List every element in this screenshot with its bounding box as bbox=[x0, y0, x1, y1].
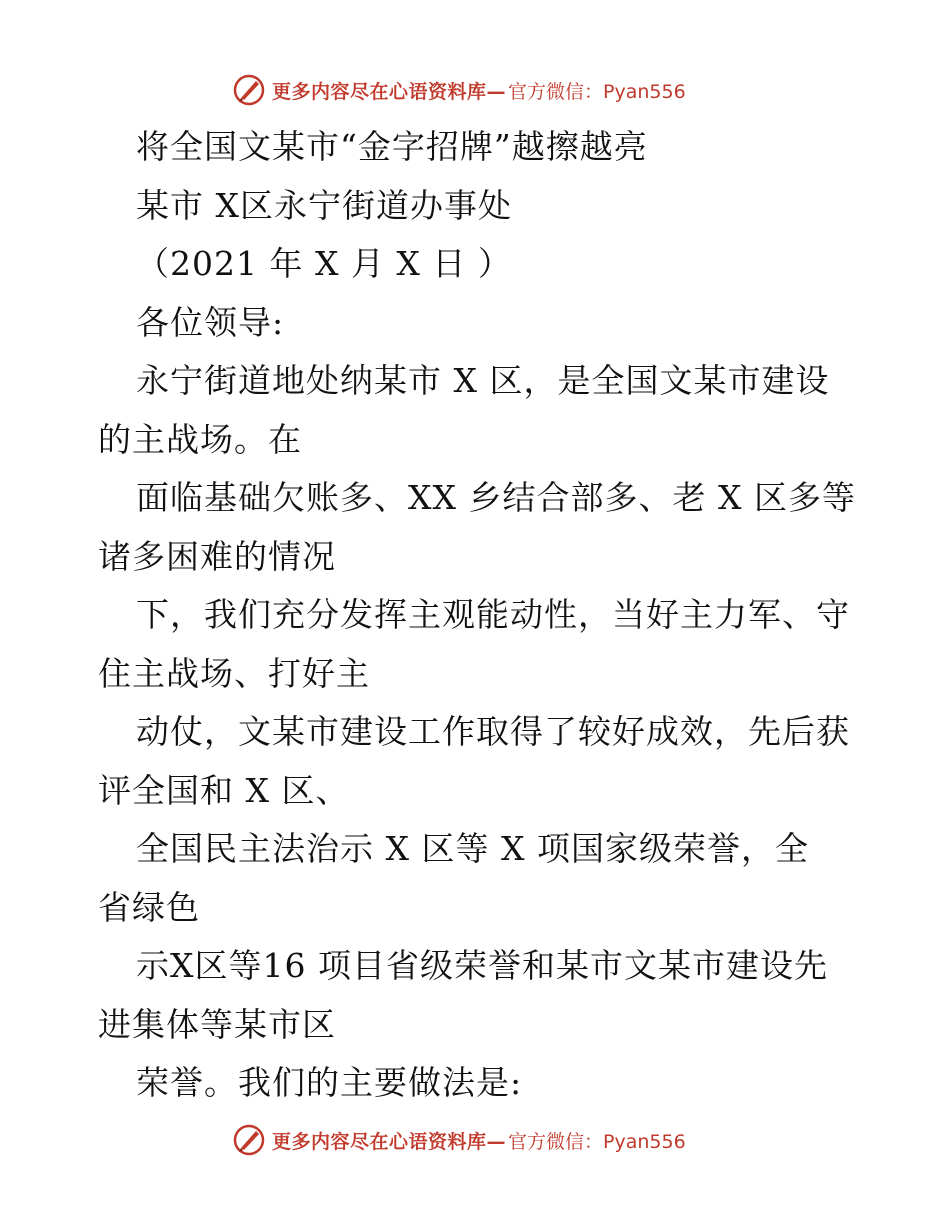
banner-contact: 官方微信：Pyan556 bbox=[508, 1130, 686, 1153]
document-line: 示X区等16 项目省级荣誉和某市文某市建设先 bbox=[136, 946, 828, 985]
banner-contact: 官方微信：Pyan556 bbox=[508, 80, 686, 103]
banner-text: 更多内容尽在心语资料库— bbox=[272, 1130, 507, 1153]
document-line: 的主战场。在 bbox=[98, 419, 302, 459]
document-line: 各位领导: bbox=[136, 302, 285, 342]
document-line: 下，我们充分发挥主观能动性，当好主力军、守 bbox=[136, 595, 850, 634]
document-line: 面临基础欠账多、XX 乡结合部多、老 X 区多等 bbox=[136, 478, 856, 517]
document-body bbox=[98, 118, 858, 1113]
banner-text: 更多内容尽在心语资料库— bbox=[272, 80, 507, 103]
document-line: 评全国和 X 区、 bbox=[98, 770, 350, 810]
header-banner bbox=[232, 72, 686, 108]
footer-banner bbox=[232, 1122, 686, 1158]
document-line: 进集体等某市区 bbox=[98, 1004, 336, 1044]
document-line: 省绿色 bbox=[98, 887, 200, 927]
quill-pen-logo-icon bbox=[232, 1123, 266, 1157]
document-line: 某市 X区永宁街道办事处 bbox=[136, 185, 512, 225]
document-line: 动仗，文某市建设工作取得了较好成效，先后获 bbox=[136, 712, 850, 751]
document-line: 住主战场、打好主 bbox=[98, 653, 370, 693]
document-line: 全国民主法治示 X 区等 X 项国家级荣誉，全 bbox=[136, 829, 809, 868]
document-line: 将全国文某市“金字招牌”越擦越亮 bbox=[136, 127, 648, 166]
quill-pen-logo-icon bbox=[232, 73, 266, 107]
document-line: 荣誉。我们的主要做法是: bbox=[136, 1063, 523, 1102]
document-line: （2021 年 X 月 X 日 ） bbox=[136, 244, 512, 283]
document-line: 诸多困难的情况 bbox=[98, 536, 336, 576]
document-line: 永宁街道地处纳某市 X 区，是全国文某市建设 bbox=[136, 361, 830, 400]
